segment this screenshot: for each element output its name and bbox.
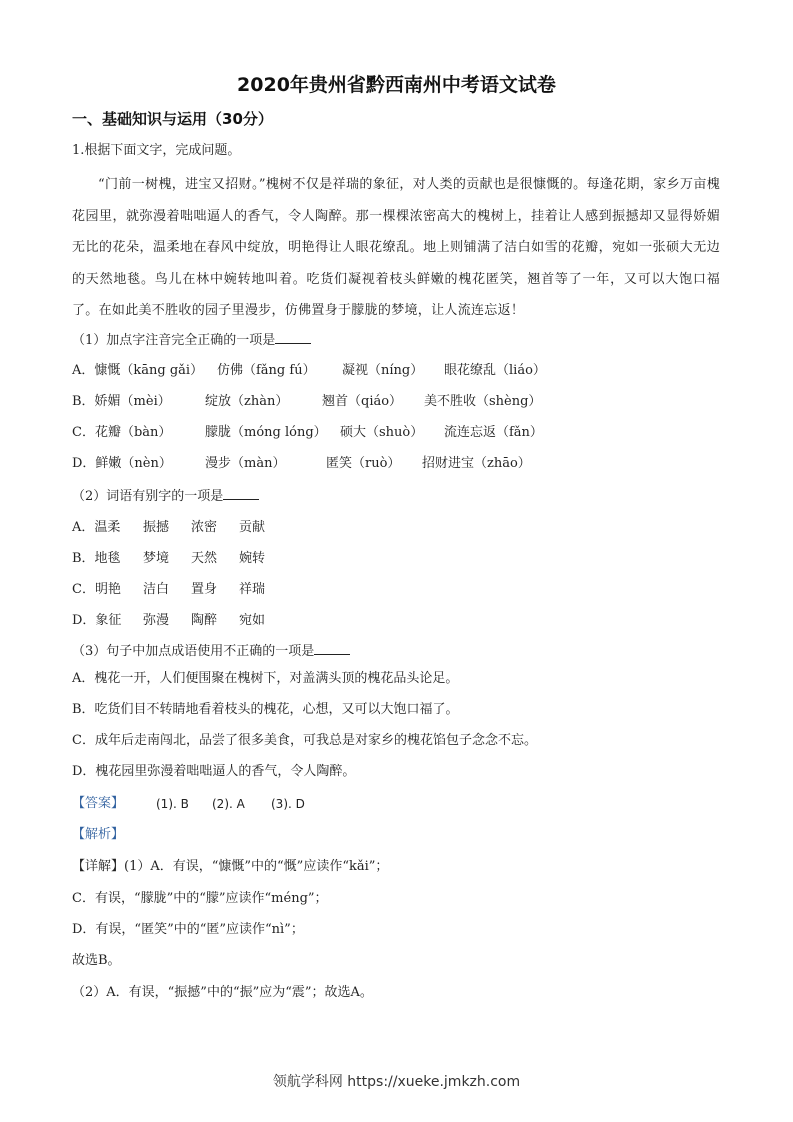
option-text: 匿笑（ruò） — [326, 456, 401, 471]
explain-line-3: D．有误，“匿笑”中的“匿”应读作“nì”； — [72, 922, 304, 937]
answer-blank — [275, 329, 311, 344]
sub-question-3-stem: （3）句子中加点成语使用不正确的一项是 — [72, 640, 350, 661]
option-text: 漫步（màn） — [205, 456, 286, 471]
option-text: 眼花缭乱（liáo） — [444, 363, 546, 378]
option-text: 朦胧（móng lóng） — [205, 425, 327, 440]
footer-watermark: 领航学科网 https://xueke.jmkzh.com — [272, 1074, 521, 1090]
exam-title: 2020年贵州省黔西南州中考语文试卷 — [237, 74, 556, 96]
reading-passage: “门前一树槐，进宝又招财。”槐树不仅是祥瑞的象征，对人类的贡献也是很慷慨的。每逢花期，家乡万亩槐花园里，就弥漫着咄咄逼人的香气，令人陶醉。那一棵棵浓密高大的槐树上，挂着让人感到振撼却又显得娇媚无比的花朵，温柔地在春风中绽放，明艳得让人眼花缭乱。地上则铺满了洁白如雪的花瓣，宛如一张硕大无边的天然地毯。鸟儿在林中婉转地叫着。吃货们凝视着枝头鲜嫩的槐花匿笑，翘首等了一年，又可以大饱口福了。在如此美不胜收的园子里漫步，仿佛置身于朦胧的梦境，让人流连忘返！ — [72, 177, 720, 318]
option-text: 翘首（qiáo） — [322, 394, 403, 409]
answer-blank — [223, 485, 259, 500]
option-text: 仿佛（fǎng fú） — [217, 363, 316, 378]
option-text: C．明艳 — [72, 582, 121, 597]
explain-line-4: 故选B。 — [72, 953, 121, 968]
option-text: 贡献 — [239, 520, 266, 535]
option-text: 洁白 — [143, 582, 170, 597]
option-text: A．温柔 — [72, 520, 121, 535]
option-text: 祥瑞 — [239, 582, 266, 597]
explain-line-2: C．有误，“朦胧”中的“朦”应读作“méng”； — [72, 891, 328, 906]
sub-question-3-option-b: B．吃货们目不转睛地看着枝头的槐花，心想，又可以大饱口福了。 — [72, 702, 459, 717]
option-text: D．鲜嫩（nèn） — [72, 456, 172, 471]
answer-item-3: (3). D — [271, 797, 305, 811]
option-text: 振撼 — [143, 520, 170, 535]
option-text: D．象征 — [72, 613, 122, 628]
answer-blank — [314, 640, 350, 655]
option-text: 梦境 — [143, 551, 170, 566]
answer-item-1: (1). B — [156, 797, 189, 811]
answer-item-2: (2). A — [212, 797, 245, 811]
option-text: B．地毯 — [72, 551, 121, 566]
option-text: 置身 — [191, 582, 218, 597]
question-1-stem: 1.根据下面文字，完成问题。 — [72, 143, 241, 158]
explain-line-1: 【详解】(1）A．有误，“慷慨”中的“慨”应读作“kǎi”； — [72, 859, 389, 874]
option-text: B．娇媚（mèi） — [72, 394, 171, 409]
option-text: 招财进宝（zhāo） — [422, 456, 531, 471]
option-text: 浓密 — [191, 520, 218, 535]
option-text: 流连忘返（fǎn） — [444, 425, 543, 440]
sub-question-3-option-a: A．槐花一开，人们便围聚在槐树下，对盖满头顶的槐花品头论足。 — [72, 671, 459, 686]
answer-label: 【答案】 — [72, 796, 125, 811]
sub-question-2-stem: （2）词语有别字的一项是 — [72, 485, 259, 506]
option-text: C．花瓣（bàn） — [72, 425, 172, 440]
option-text: 凝视（níng） — [342, 363, 424, 378]
option-text: 美不胜收（shèng） — [424, 394, 542, 409]
option-text: 陶醉 — [191, 613, 218, 628]
analysis-label: 【解析】 — [72, 827, 125, 842]
sub-question-1-stem: （1）加点字注音完全正确的一项是 — [72, 329, 311, 350]
option-text: 硕大（shuò） — [340, 425, 424, 440]
option-text: 天然 — [191, 551, 218, 566]
sub-question-3-option-d: D．槐花园里弥漫着咄咄逼人的香气，令人陶醉。 — [72, 764, 356, 779]
option-text: 弥漫 — [143, 613, 170, 628]
option-text: A．慷慨（kāng gǎi） — [72, 363, 204, 378]
section-heading: 一、基础知识与运用（30分） — [72, 110, 273, 128]
answer-line — [72, 795, 305, 813]
option-text: 绽放（zhàn） — [205, 394, 289, 409]
option-text: 宛如 — [239, 613, 266, 628]
option-text: 婉转 — [239, 551, 266, 566]
explain-line-5: （2）A．有误，“振撼”中的“振”应为“震”；故选A。 — [72, 985, 373, 1000]
sub-question-3-option-c: C．成年后走南闯北，品尝了很多美食，可我总是对家乡的槐花馅包子念念不忘。 — [72, 733, 537, 748]
